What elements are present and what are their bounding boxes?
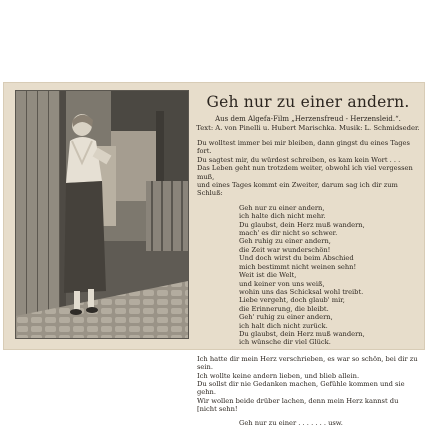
closing-line: Geh nur zu einer . . . . . . . usw. xyxy=(239,418,343,427)
photo-woman-in-doorway xyxy=(15,90,189,339)
photo-illustration xyxy=(16,91,188,338)
refrain: Geh nur zu einer andern, ich halte dich nicht mehr. Du glaubst, dein Herz muß wandern, mach' es dir nicht so schwer. Geh ruhig zu einer andern, die Zeit war wunderschön! Und doch wirst du beim Abschied mich bestimmt nicht weinen sehn! Weit ist die Welt, und keiner von uns weiß, wohin uns das Schicksal wohl treibt. Liebe vergeht, doch glaub' mir, die Erinnerung, die bleibt. Geh' ruhig zu einer andern, ich halt dich nicht zurück. Du glaubst, dein Herz muß wandern, ich wünsche dir viel Glück. xyxy=(239,203,365,347)
song-credits: Text: A. von Pinelli u. Hubert Marischka. Musik: L. Schmidseder. xyxy=(196,124,420,132)
lyrics-panel xyxy=(191,86,425,427)
song-title: Geh nur zu einer andern. xyxy=(206,93,410,111)
verse-2: Ich hatte dir mein Herz verschrieben, es war so schön, bei dir zu sein. Ich wollte keine andern lieben, und blieb allein. Du sollst dir nie Gedanken machen, Gefühle kommen und sie gehn. Wir wollen beide drüber lachen, denn mein Herz kannst du [nicht sehn! xyxy=(197,354,418,414)
verse-1: Du wolltest immer bei mir bleiben, dann gingst du eines Tages fort. Du sagtest mir, du würdest schreiben, es kam kein Wort . . . Das Leben geht nun trotzdem weiter, obwohl ich viel vergessen muß, und eines Tages kommt ein Zweiter, darum sag ich dir zum Schluß: xyxy=(197,139,413,198)
postcard xyxy=(3,82,425,427)
song-subtitle: Aus dem Algefa-Film „Herzensfreud - Herzensleid.“. xyxy=(215,115,401,123)
